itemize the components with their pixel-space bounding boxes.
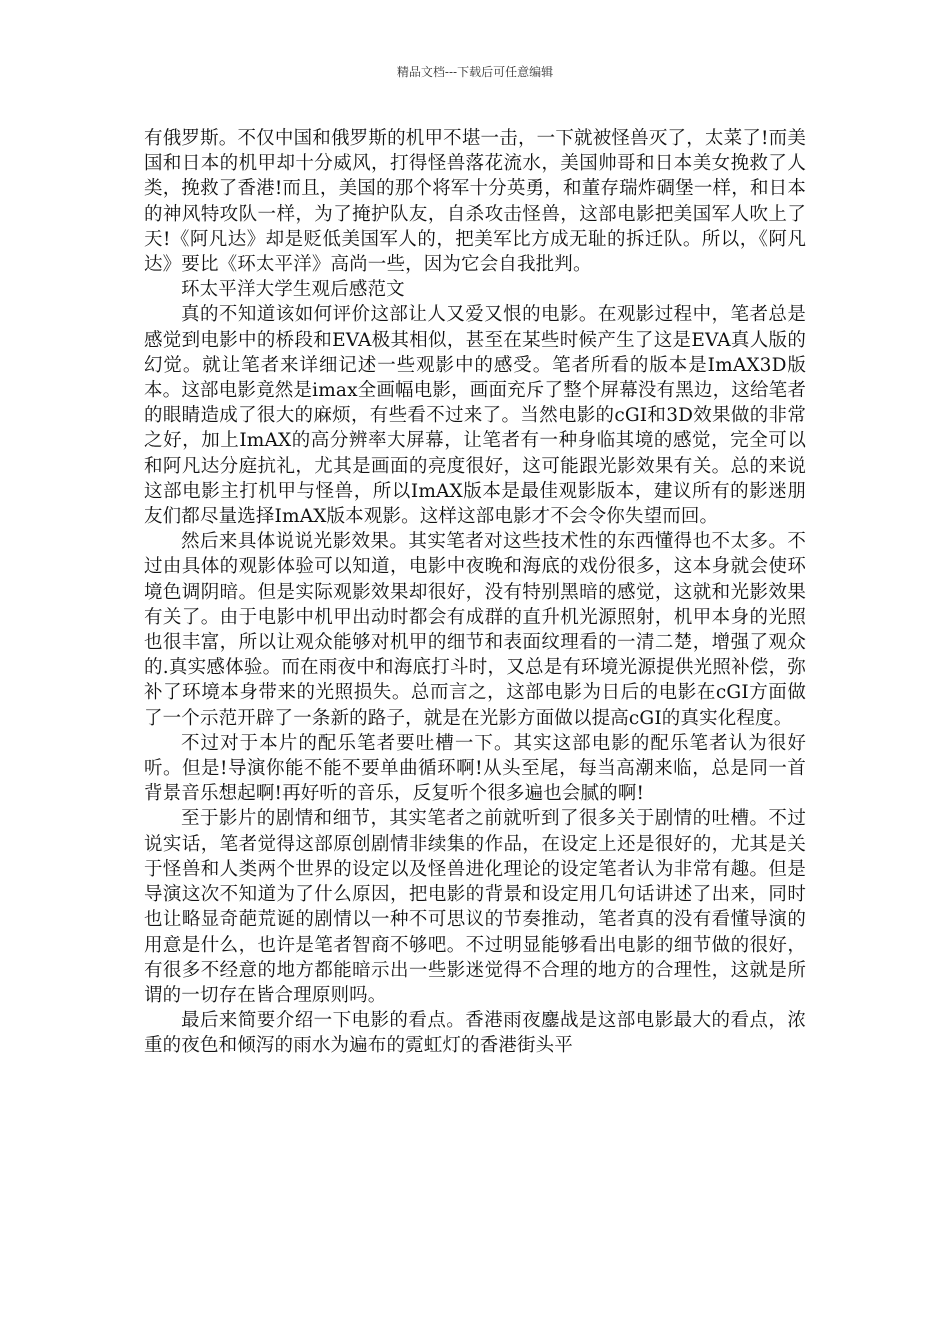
paragraph-2: 真的不知道该如何评价这部让人又爱又恨的电影。在观影过程中，笔者总是感觉到电影中的桥段和EVA极其相似，甚至在某些时候产生了这是EVA真人版的幻觉。就让笔者来详细记述一些观影中的感受。笔者所看的版本是ImAX3D版本。这部电影竟然是imax全画幅电影，画面充斥了整个屏幕没有黑边，这给笔者的眼睛造成了很大的麻烦，有些看不过来了。当然电影的cGI和3D效果做的非常之好，加上ImAX的高分辨率大屏幕，让笔者有一种身临其境的感觉，完全可以和阿凡达分庭抗礼，尤其是画面的亮度很好，这可能跟光影效果有关。总的来说这部电影主打机甲与怪兽，所以ImAX版本是最佳观影版本，建议所有的影迷朋友们都尽量选择ImAX版本观影。这样这部电影才不会令你失望而回。 bbox=[144, 304, 806, 528]
section-title: 环太平洋大学生观后感范文 bbox=[181, 279, 405, 301]
paragraph-5: 至于影片的剧情和细节，其实笔者之前就听到了很多关于剧情的吐槽。不过说实话，笔者觉得这部原创剧情非续集的作品，在设定上还是很好的，尤其是关于怪兽和人类两个世界的设定以及怪兽进化理论的设定笔者认为非常有趣。但是导演这次不知道为了什么原因，把电影的背景和设定用几句话讲述了出来，同时也让略显奇葩荒诞的剧情以一种不可思议的节奏推动，笔者真的没有看懂导演的用意是什么，也许是笔者智商不够吧。不过明显能够看出电影的细节做的很好，有很多不经意的地方都能暗示出一些影迷觉得不合理的地方的合理性，这就是所谓的一切存在皆合理原则吗。 bbox=[144, 808, 806, 1006]
paragraph-3: 然后来具体说说光影效果。其实笔者对这些技术性的东西懂得也不太多。不过由具体的观影体验可以知道，电影中夜晚和海底的戏份很多，这本身就会使环境色调阴暗。但是实际观影效果却很好，没有特别黑暗的感觉，这就和光影效果有关了。由于电影中机甲出动时都会有成群的直升机光源照射，机甲本身的光照也很丰富，所以让观众能够对机甲的细节和表面纹理看的一清二楚，增强了观众的.真实感体验。而在雨夜中和海底打斗时，又总是有环境光源提供光照补偿，弥补了环境本身带来的光照损失。总而言之，这部电影为日后的电影在cGI方面做了一个示范开辟了一条新的路子，就是在光影方面做以提高cGI的真实化程度。 bbox=[144, 531, 806, 729]
paragraph-6: 最后来简要介绍一下电影的看点。香港雨夜鏖战是这部电影最大的看点，浓重的夜色和倾泻的雨水为遍布的霓虹灯的香港街头平 bbox=[144, 1010, 806, 1057]
page-header: 精品文档---下载后可任意编辑 bbox=[396, 65, 554, 79]
paragraph-4: 不过对于本片的配乐笔者要吐槽一下。其实这部电影的配乐笔者认为很好听。但是!导演你能不能不要单曲循环啊!从头至尾，每当高潮来临，总是同一首背景音乐想起啊!再好听的音乐，反复听个很多遍也会腻的啊! bbox=[144, 732, 806, 805]
document-body bbox=[144, 126, 806, 1059]
paragraph-1: 有俄罗斯。不仅中国和俄罗斯的机甲不堪一击，一下就被怪兽灭了，太菜了!而美国和日本的机甲却十分威风，打得怪兽落花流水，美国帅哥和日本美女挽救了人类，挽救了香港!而且，美国的那个将军十分英勇，和董存瑞炸碉堡一样，和日本的神风特攻队一样，为了掩护队友，自杀攻击怪兽，这部电影把美国军人吹上了天!《阿凡达》却是贬低美国军人的，把美军比方成无耻的拆迁队。所以，《阿凡达》要比《环太平洋》高尚一些，因为它会自我批判。 bbox=[144, 128, 806, 276]
